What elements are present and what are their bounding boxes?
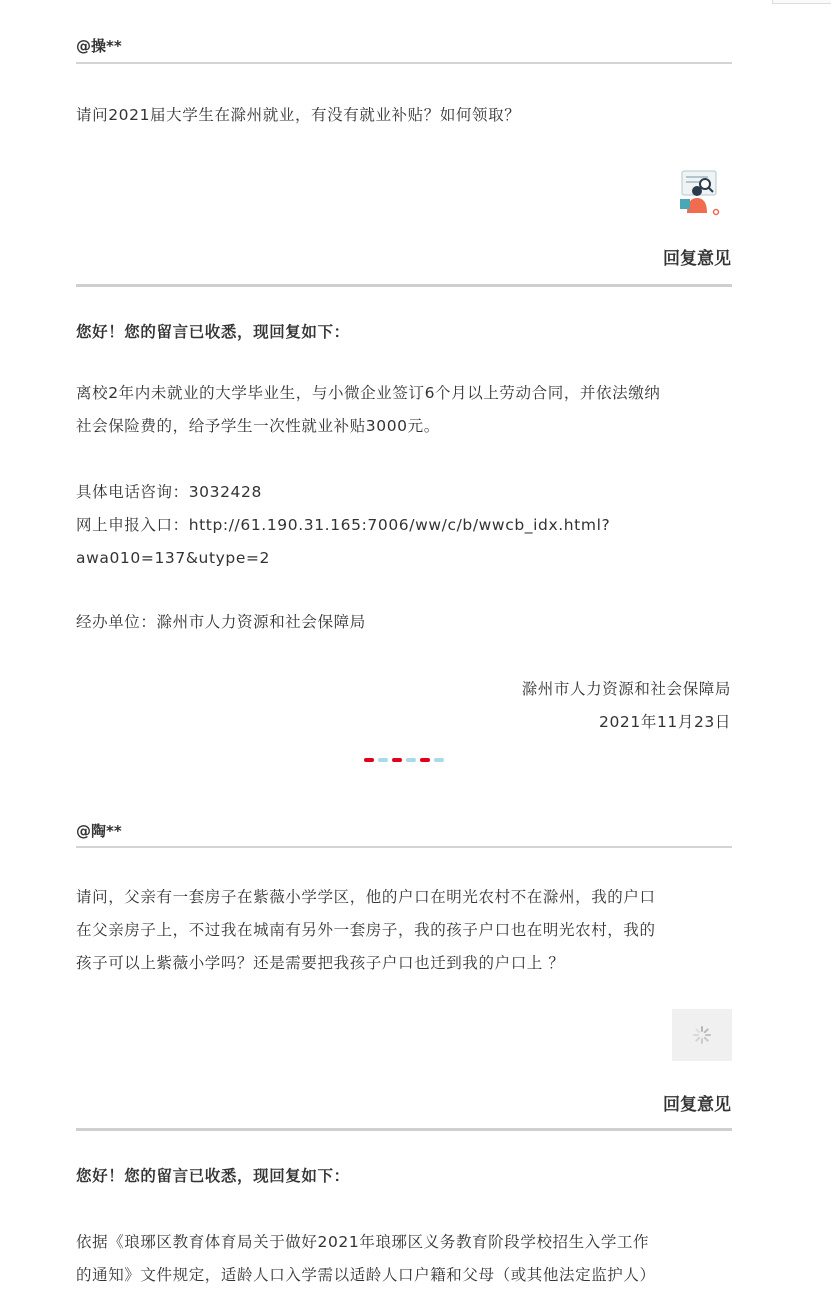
reply-paragraph-line: 依据《琅琊区教育体育局关于做好2021年琅琊区义务教育阶段学校招生入学工作 xyxy=(76,1233,650,1251)
question-line: 在父亲房子上，不过我在城南有另外一套房子，我的孩子户口也在明光农村，我的 xyxy=(76,921,656,939)
section-separator xyxy=(364,758,444,762)
reply-label: 回复意见 xyxy=(663,249,731,269)
separator-dot xyxy=(434,758,444,762)
message-user: @操** xyxy=(76,37,122,55)
corner-tab xyxy=(772,0,831,4)
signature-org: 滁州市人力资源和社会保障局 xyxy=(521,680,731,698)
separator-dot xyxy=(364,758,374,762)
divider xyxy=(76,62,732,64)
online-entry-line: 网上申报入口：http://61.190.31.165:7006/ww/c/b/wwcb_idx.html? xyxy=(76,516,611,534)
reply-paragraph-line: 的通知》文件规定，适龄人口入学需以适龄人口户籍和父母（或其他法定监护人） xyxy=(76,1266,656,1284)
reply-greeting: 您好！您的留言已收悉，现回复如下： xyxy=(76,323,350,341)
divider xyxy=(76,846,732,848)
online-entry-line: awa010=137&utype=2 xyxy=(76,549,271,567)
separator-dot xyxy=(420,758,430,762)
reply-illustration-icon xyxy=(672,167,722,217)
separator-dot xyxy=(378,758,388,762)
question-line: 请问，父亲有一套房子在紫薇小学学区，他的户口在明光农村不在滁州，我的户口 xyxy=(76,888,656,906)
reply-label: 回复意见 xyxy=(663,1095,731,1115)
reply-paragraph-line: 社会保险费的，给予学生一次性就业补贴3000元。 xyxy=(76,417,440,435)
divider xyxy=(76,1128,732,1131)
phone-line: 具体电话咨询：3032428 xyxy=(76,483,262,501)
question-line: 孩子可以上紫薇小学吗？还是需要把我孩子户口也迁到我的户口上 ？ xyxy=(76,954,565,972)
message-user: @陶** xyxy=(76,822,122,840)
handling-unit: 经办单位：滁州市人力资源和社会保障局 xyxy=(76,613,366,631)
question-text: 请问2021届大学生在滁州就业，有没有就业补贴？如何领取？ xyxy=(76,106,521,124)
loading-spinner-icon xyxy=(672,1009,732,1061)
separator-dot xyxy=(406,758,416,762)
reply-greeting: 您好！您的留言已收悉，现回复如下： xyxy=(76,1167,350,1185)
separator-dot xyxy=(392,758,402,762)
divider xyxy=(76,284,732,287)
image-placeholder xyxy=(672,1009,732,1061)
signature-date: 2021年11月23日 xyxy=(599,713,731,731)
reply-paragraph-line: 离校2年内未就业的大学毕业生，与小微企业签订6个月以上劳动合同，并依法缴纳 xyxy=(76,384,661,402)
